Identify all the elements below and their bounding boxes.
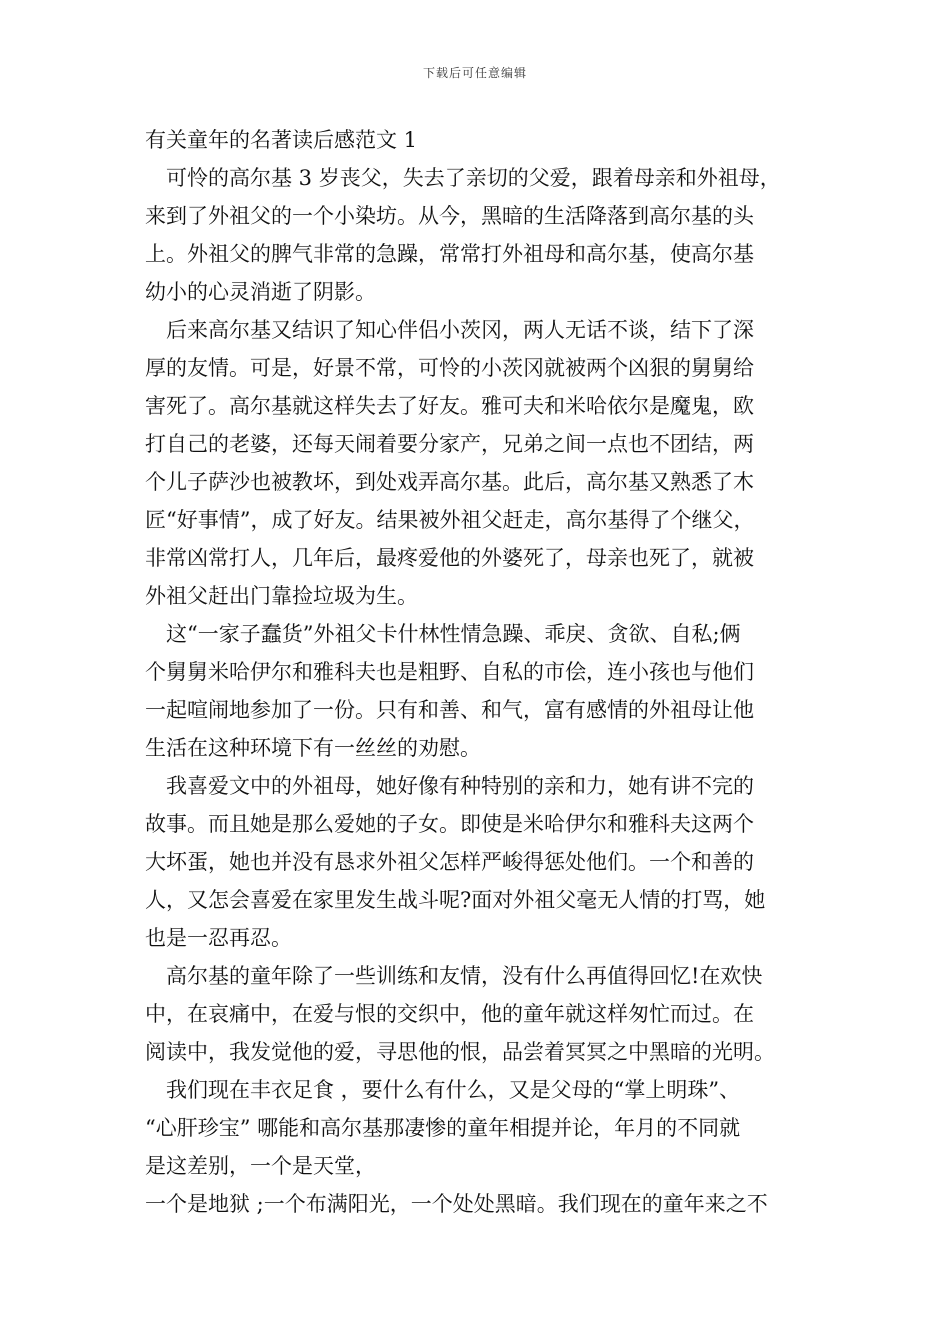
paragraph-line: 人，又怎会喜爱在家里发生战斗呢?面对外祖父毫无人情的打骂，她 xyxy=(145,888,766,912)
paragraph xyxy=(145,1185,825,1223)
paragraph-line: 害死了。高尔基就这样失去了好友。雅可夫和米哈依尔是魔鬼，欧 xyxy=(145,394,754,418)
paragraph-line: 可怜的高尔基 3 岁丧父，失去了亲切的父爱，跟着母亲和外祖母， xyxy=(166,166,781,190)
paragraph-line: 我们现在丰衣足食 ，要什么有什么，又是父母的“掌上明珠”、 xyxy=(166,1078,741,1102)
paragraph xyxy=(145,767,825,957)
page-header-note: 下载后可任意编辑 xyxy=(422,66,527,80)
paragraph-line: 生活在这种环境下有一丝丝的劝慰。 xyxy=(145,736,481,760)
document-title: 有关童年的名著读后感范文 1 xyxy=(145,128,418,152)
paragraph-line: 个舅舅米哈伊尔和雅科夫也是粗野、自私的市侩，连小孩也与他们 xyxy=(145,660,754,684)
paragraph-line: 阅读中，我发觉他的爱，寻思他的恨，品尝着冥冥之中黑暗的光明。 xyxy=(145,1040,775,1064)
paragraph-line: 外祖父赶出门靠捡垃圾为生。 xyxy=(145,584,418,608)
paragraph-line: 上。外祖父的脾气非常的急躁，常常打外祖母和高尔基，使高尔基 xyxy=(145,242,754,266)
paragraph xyxy=(145,311,825,615)
paragraph xyxy=(145,957,825,1071)
paragraph-line: 也是一忍再忍。 xyxy=(145,926,292,950)
paragraph-line: “心肝珍宝” 哪能和高尔基那凄惨的童年相提并论，年月的不同就 xyxy=(145,1116,741,1140)
paragraph-line: 这“一家子蠢货”外祖父卡什林性情急躁、乖戾、贪欲、自私;俩 xyxy=(166,622,741,646)
paragraph-line: 厚的友情。可是，好景不常，可怜的小茨冈就被两个凶狠的舅舅给 xyxy=(145,356,754,380)
paragraph-line: 我喜爱文中的外祖母，她好像有种特别的亲和力，她有讲不完的 xyxy=(166,774,754,798)
paragraph-line: 大坏蛋，她也并没有恳求外祖父怎样严峻得惩处他们。一个和善的 xyxy=(145,850,754,874)
paragraph-line: 一个是地狱 ;一个布满阳光，一个处处黑暗。我们现在的童年来之不 xyxy=(145,1192,768,1216)
paragraph-line: 个儿子萨沙也被教坏，到处戏弄高尔基。此后，高尔基又熟悉了木 xyxy=(145,470,754,494)
paragraph-line: 打自己的老婆，还每天闹着要分家产，兄弟之间一点也不团结，两 xyxy=(145,432,754,456)
paragraph-line: 中，在哀痛中，在爱与恨的交织中，他的童年就这样匆忙而过。在 xyxy=(145,1002,754,1026)
paragraph-line: 后来高尔基又结识了知心伴侣小茨冈，两人无话不谈，结下了深 xyxy=(166,318,754,342)
document-body xyxy=(145,121,825,1223)
paragraph-line: 是这差别，一个是天堂， xyxy=(145,1154,376,1178)
paragraph-line: 幼小的心灵消逝了阴影。 xyxy=(145,280,376,304)
paragraph-line: 匠“好事情”，成了好友。结果被外祖父赶走，高尔基得了个继父， xyxy=(145,508,755,532)
paragraph xyxy=(145,1071,825,1185)
paragraph-line: 一起喧闹地参加了一份。只有和善、和气，富有感情的外祖母让他 xyxy=(145,698,754,722)
paragraph xyxy=(145,159,825,311)
paragraph-line: 非常凶常打人，几年后，最疼爱他的外婆死了，母亲也死了，就被 xyxy=(145,546,754,570)
paragraph-line: 高尔基的童年除了一些训练和友情，没有什么再值得回忆!在欢快 xyxy=(166,964,763,988)
paragraph xyxy=(145,615,825,767)
paragraph-line: 故事。而且她是那么爱她的子女。即使是米哈伊尔和雅科夫这两个 xyxy=(145,812,754,836)
paragraph-line: 来到了外祖父的一个小染坊。从今，黑暗的生活降落到高尔基的头 xyxy=(145,204,754,228)
paragraph-list xyxy=(145,159,825,1223)
